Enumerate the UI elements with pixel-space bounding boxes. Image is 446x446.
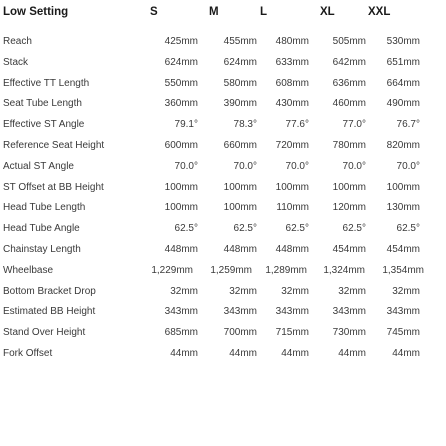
table-cell: 77.6° — [285, 119, 309, 131]
table-cell: 360mm — [164, 98, 198, 110]
table-row — [0, 223, 446, 244]
row-label: Seat Tube Length — [3, 98, 82, 110]
table-cell: 62.5° — [396, 223, 420, 235]
table-header — [0, 6, 446, 26]
table-cell: 780mm — [332, 139, 366, 151]
table-cell: 70.0° — [285, 160, 309, 172]
table-cell: 608mm — [275, 77, 309, 89]
table-cell: 100mm — [332, 181, 366, 193]
table-row — [0, 202, 446, 223]
row-label: Head Tube Angle — [3, 223, 80, 235]
table-cell: 78.3° — [233, 119, 257, 131]
table-cell: 660mm — [223, 139, 257, 151]
size-header-xxl: XXL — [368, 6, 391, 18]
table-cell: 62.5° — [174, 223, 198, 235]
table-cell: 100mm — [386, 181, 420, 193]
table-cell: 32mm — [170, 285, 198, 297]
table-cell: 454mm — [386, 243, 420, 255]
table-cell: 130mm — [386, 202, 420, 214]
table-cell: 505mm — [332, 36, 366, 47]
table-cell: 100mm — [223, 181, 257, 193]
table-cell: 100mm — [275, 181, 309, 193]
table-row — [0, 244, 446, 265]
table-cell: 1,354mm — [382, 264, 424, 276]
table-cell: 600mm — [164, 139, 198, 151]
table-cell: 664mm — [386, 77, 420, 89]
table-row — [0, 161, 446, 182]
table-cell: 720mm — [275, 139, 309, 151]
table-row — [0, 348, 446, 369]
size-header-m: M — [209, 6, 219, 18]
table-row — [0, 57, 446, 78]
row-label: Reach — [3, 36, 32, 47]
table-cell: 480mm — [275, 36, 309, 47]
table-cell: 62.5° — [233, 223, 257, 235]
table-row — [0, 286, 446, 307]
table-row — [0, 36, 446, 57]
table-cell: 1,259mm — [210, 264, 252, 276]
row-label: Estimated BB Height — [3, 306, 96, 318]
table-cell: 454mm — [332, 243, 366, 255]
table-cell: 460mm — [332, 98, 366, 110]
table-cell: 343mm — [223, 306, 257, 318]
table-cell: 343mm — [332, 306, 366, 318]
row-label: Wheelbase — [3, 264, 54, 276]
table-cell: 1,324mm — [323, 264, 365, 276]
table-cell: 1,289mm — [265, 264, 307, 276]
row-label: ST Offset at BB Height — [3, 181, 104, 193]
table-cell: 820mm — [386, 139, 420, 151]
row-label: Fork Offset — [3, 347, 53, 359]
table-row — [0, 140, 446, 161]
table-cell: 100mm — [164, 202, 198, 214]
table-cell: 70.0° — [233, 160, 257, 172]
table-cell: 700mm — [223, 327, 257, 339]
table-cell: 76.7° — [396, 119, 420, 131]
table-cell: 32mm — [392, 285, 420, 297]
row-label: Actual ST Angle — [3, 160, 74, 172]
table-row — [0, 182, 446, 203]
table-cell: 490mm — [386, 98, 420, 110]
table-cell: 343mm — [164, 306, 198, 318]
table-cell: 633mm — [275, 56, 309, 68]
table-cell: 32mm — [338, 285, 366, 297]
table-cell: 580mm — [223, 77, 257, 89]
table-cell: 343mm — [386, 306, 420, 318]
table-cell: 100mm — [223, 202, 257, 214]
row-label: Bottom Bracket Drop — [3, 285, 96, 297]
size-header-l: L — [260, 6, 268, 18]
table-cell: 685mm — [164, 327, 198, 339]
table-cell: 62.5° — [285, 223, 309, 235]
table-cell: 550mm — [164, 77, 198, 89]
table-cell: 44mm — [281, 347, 309, 359]
table-cell: 448mm — [275, 243, 309, 255]
table-cell: 448mm — [164, 243, 198, 255]
table-cell: 624mm — [223, 56, 257, 68]
table-cell: 100mm — [164, 181, 198, 193]
table-row — [0, 98, 446, 119]
table-cell: 70.0° — [174, 160, 198, 172]
table-cell: 715mm — [275, 327, 309, 339]
table-cell: 530mm — [386, 36, 420, 47]
size-header-s: S — [150, 6, 158, 18]
row-label: Stand Over Height — [3, 327, 86, 339]
row-label: Stack — [3, 56, 29, 68]
table-cell: 44mm — [338, 347, 366, 359]
table-cell: 730mm — [332, 327, 366, 339]
row-label: Effective ST Angle — [3, 119, 85, 131]
table-cell: 44mm — [170, 347, 198, 359]
table-cell: 651mm — [386, 56, 420, 68]
table-cell: 455mm — [223, 36, 257, 47]
table-row — [0, 327, 446, 348]
table-cell: 430mm — [275, 98, 309, 110]
table-body — [0, 36, 446, 369]
table-cell: 44mm — [392, 347, 420, 359]
table-cell: 32mm — [281, 285, 309, 297]
table-cell: 70.0° — [396, 160, 420, 172]
table-cell: 70.0° — [342, 160, 366, 172]
table-cell: 110mm — [276, 202, 309, 214]
table-cell: 120mm — [332, 202, 366, 214]
row-label: Effective TT Length — [3, 77, 90, 89]
table-cell: 624mm — [164, 56, 198, 68]
table-cell: 425mm — [164, 36, 198, 47]
table-cell: 77.0° — [342, 119, 366, 131]
table-cell: 32mm — [229, 285, 257, 297]
row-label: Chainstay Length — [3, 243, 81, 255]
table-cell: 448mm — [223, 243, 257, 255]
table-cell: 390mm — [223, 98, 257, 110]
table-row — [0, 119, 446, 140]
table-title: Low Setting — [3, 6, 69, 18]
table-cell: 79.1° — [174, 119, 198, 131]
size-header-xl: XL — [320, 6, 335, 18]
row-label: Reference Seat Height — [3, 139, 105, 151]
row-label: Head Tube Length — [3, 202, 86, 214]
table-cell: 343mm — [275, 306, 309, 318]
table-cell: 1,229mm — [151, 264, 193, 276]
table-cell: 636mm — [332, 77, 366, 89]
table-cell: 745mm — [386, 327, 420, 339]
table-row — [0, 78, 446, 99]
table-cell: 44mm — [229, 347, 257, 359]
table-cell: 62.5° — [342, 223, 366, 235]
table-cell: 642mm — [332, 56, 366, 68]
table-row — [0, 306, 446, 327]
table-row — [0, 265, 446, 286]
